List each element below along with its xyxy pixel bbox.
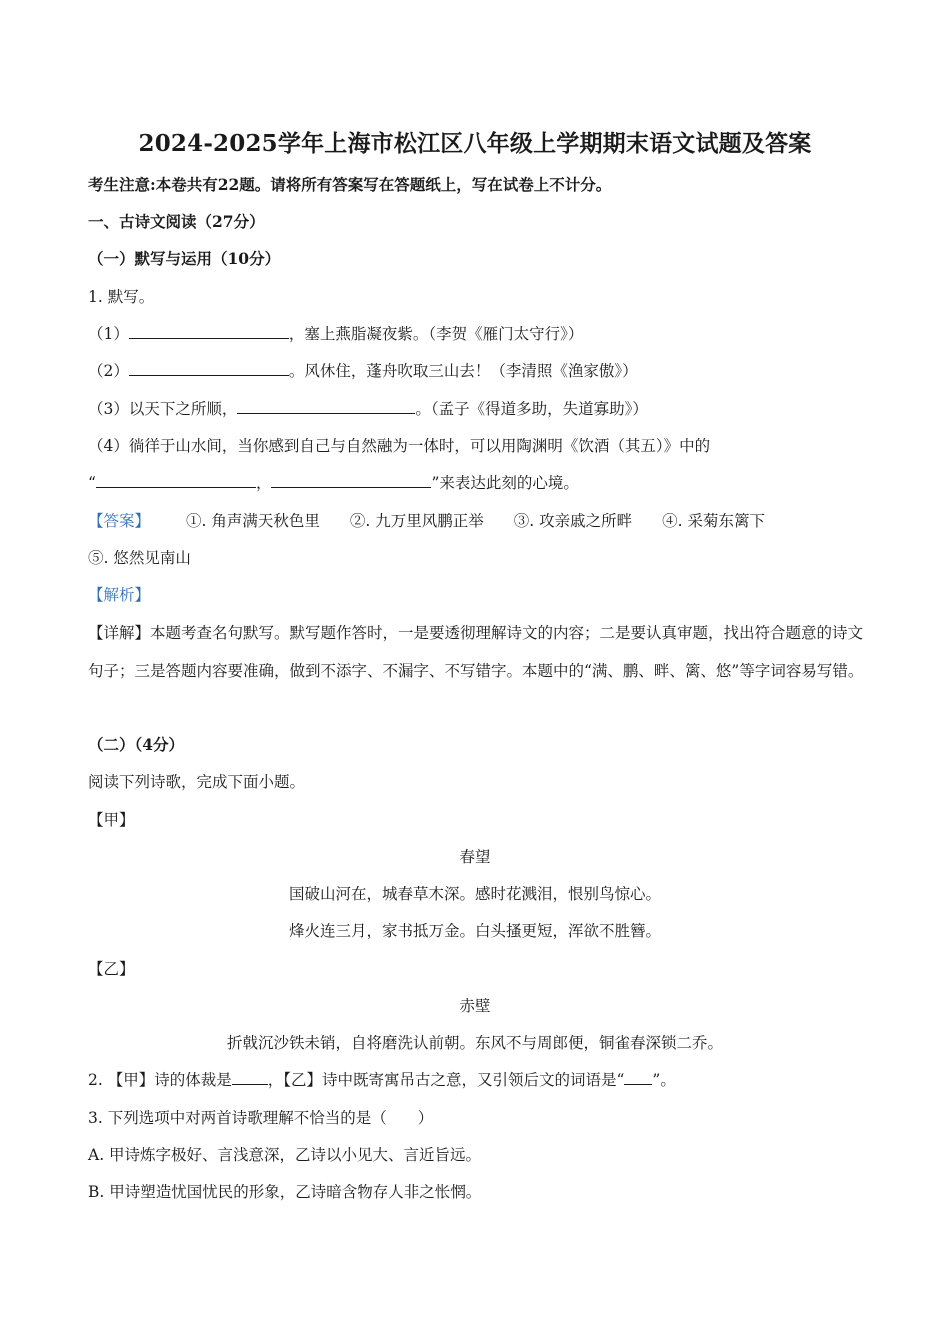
question-1-part-2	[88, 360, 870, 382]
answer-item: ④. 采菊东篱下	[662, 512, 765, 530]
answer-item-5: ⑤. 悠然见南山	[88, 549, 191, 567]
exam-notice: 考生注意:本卷共有22题。请将所有答案写在答题纸上，写在试卷上不计分。	[88, 175, 612, 194]
poem-a-title: 春望	[459, 848, 491, 866]
section-heading-poetry: 一、古诗文阅读（27分）	[88, 212, 265, 231]
poem-b-title: 赤壁	[459, 997, 491, 1015]
question-3-stem: 3. 下列选项中对两首诗歌理解不恰当的是（ ）	[88, 1109, 434, 1127]
part-text: （3）以天下之所顺，	[88, 400, 238, 418]
poem-a-tag: 【甲】	[88, 811, 135, 829]
part-number: （2）	[88, 362, 129, 380]
question-3-option-b: B. 甲诗塑造忧国忧民的形象，乙诗暗含物存人非之怅惘。	[88, 1183, 482, 1201]
poem-a-line-2: 烽火连三月，家书抵万金。白头搔更短，浑欲不胜簪。	[288, 922, 661, 940]
question-1-part-3	[88, 398, 870, 420]
question-3-option-a: A. 甲诗炼字极好、言浅意深，乙诗以小见大、言近旨远。	[88, 1146, 482, 1164]
part-number: （1）	[88, 325, 129, 343]
part-text: 。风休住，蓬舟吹取三山去！（李清照《渔家傲》）	[288, 362, 638, 380]
answer-blank[interactable]	[237, 398, 415, 414]
detail-explanation: 【详解】本题考查名句默写。默写题作答时，一是要透彻理解诗文的内容；二是要认真审题，找出符合题意的诗文句子；三是答题内容要准确，做到不添字、不漏字、不写错字。本题中的“满、鹏、畔、篱、悠”等字词容易写错。	[88, 624, 864, 680]
answer-item: ③. 攻亲戚之所畔	[513, 512, 633, 530]
answer-item: ②. 九万里风鹏正举	[349, 512, 484, 530]
answer-blank[interactable]	[129, 360, 289, 376]
answer-label: 【答案】	[88, 512, 151, 530]
comma: ，	[255, 474, 272, 492]
page-title: 2024-2025学年上海市松江区八年级上学期期末语文试题及答案	[138, 130, 812, 157]
question-text: 2. 【甲】诗的体裁是	[88, 1071, 232, 1089]
question-2	[88, 1069, 870, 1091]
open-quote: “	[88, 474, 96, 492]
reading-prompt: 阅读下列诗歌，完成下面小题。	[88, 773, 306, 791]
subsection-heading-dictation: （一）默写与运用（10分）	[88, 249, 281, 268]
answer-blank[interactable]	[624, 1069, 652, 1085]
poem-b-tag: 【乙】	[88, 960, 135, 978]
answer-line	[88, 510, 870, 532]
answer-blank[interactable]	[129, 323, 289, 339]
poem-a-line-1: 国破山河在，城春草木深。感时花溅泪，恨别鸟惊心。	[288, 885, 661, 903]
part-text: ，塞上燕脂凝夜紫。（李贺《雁门太守行》）	[288, 325, 584, 343]
poem-b-line-1: 折戟沉沙铁未销，自将磨洗认前朝。东风不与周郎便，铜雀春深锁二乔。	[226, 1034, 723, 1052]
question-1-part-4-blanks	[88, 472, 870, 494]
question-1-stem: 1. 默写。	[88, 288, 155, 306]
answer-item: ①. 角声满天秋色里	[186, 512, 320, 530]
answer-blank[interactable]	[96, 472, 256, 488]
answer-blank[interactable]	[232, 1069, 268, 1085]
subsection-heading-poems: （二）（4分）	[88, 735, 185, 754]
question-text: ”。	[652, 1071, 676, 1089]
answer-blank[interactable]	[271, 472, 431, 488]
question-text: ，【乙】诗中既寄寓吊古之意，又引领后文的词语是“	[267, 1071, 625, 1089]
question-1-part-4: （4）徜徉于山水间，当你感到自己与自然融为一体时，可以用陶渊明《饮酒（其五）》中的	[88, 437, 711, 455]
question-1-part-1	[88, 323, 870, 345]
part-text: ”来表达此刻的心境。	[431, 474, 579, 492]
part-text: 。（孟子《得道多助，失道寡助》）	[415, 400, 648, 418]
analysis-label: 【解析】	[88, 586, 151, 604]
